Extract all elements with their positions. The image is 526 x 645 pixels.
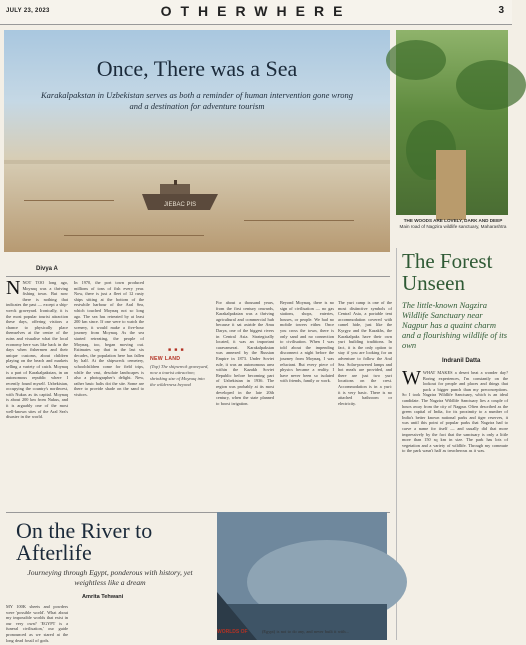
lead-column-4: Beyond Moynaq, there is no sign of civilisation — no gas stations, shops, eateries, houses, or people. We had no mobile towers either. Once you cross the town, there is only sand and no connection to civilisation. When I was told about the impending disconnect a night before the journey from Moynaq, I was reluctant. But every piece of physics became a reality. I have never been so isolated with friends, family or work. xyxy=(280,300,334,384)
section-ornament: ■ ■ ■ xyxy=(168,348,185,353)
foliage-shape xyxy=(386,40,446,80)
page-number: 3 xyxy=(498,5,504,16)
page-header xyxy=(0,0,512,25)
lead-photo-caption xyxy=(150,356,210,388)
lead-headline: Once, There was a Sea xyxy=(96,56,298,81)
side-body-text: WHAT MAKES a desert beat a wonder day? Boring experiences, I'm constantly on the lookout for people and places and things that pack a bigger punch than my preconceptions. So I took Nagzira Wildlife Sanctuary, which is an ideal candidate. The Nagzira Wildlife Sanctuary lies a couple of hours away from the city of Nagpur. Often described as the green capital of India, for its proximity to a number of India's better known national parks and tiger reserves, it was until this point of popular parks that Nagzira had to carve a name for itself — and usually did that more impressively by the fact that the sanctuary is only a little more than 150 sq km in size. The park has lots of vegetation and a variety of wildlife. Through my commute to the park wasn't half as treacherous as it was. xyxy=(402,370,508,454)
foliage-shape xyxy=(456,60,526,110)
forest-caption-head: THE WOODS ARE LOVELY, DARK AND DEEP xyxy=(403,218,503,223)
bottom-body-fragment: (Egypt) is not to do any, and never built it with... xyxy=(262,629,349,634)
bottom-headline: On the River to Afterlife xyxy=(16,518,153,565)
bottom-byline: Amrita Tehwani xyxy=(82,594,124,600)
caption-heading: NEW LAND xyxy=(150,356,181,362)
drop-cap: W xyxy=(402,367,421,389)
lead-column-1 xyxy=(6,277,68,512)
side-byline: Indranil Datta xyxy=(442,358,481,364)
lead-column-5: The yurt camp is one of the most distinctive symbols of Central Asia, a portable tent accommodation covered with camel hide, just like the Kyrgyz and the Kazakhs, the Karakalpaks have their own yurt building traditions. In fact, it is the only option to stay if you are looking for an adventure to follow the Aral Sea. Solar-powered lamps and hot meals are provided, and there are just two yurt locations on the crest. Accommodation is in a yurt: it is very basic. There is no attached bathroom or electricity. xyxy=(338,300,392,406)
egypt-photo-caption: WORLDS OF xyxy=(217,629,248,635)
ground-crack xyxy=(24,200,114,201)
forest-road xyxy=(436,150,466,220)
lead-standfirst: Karakalpakstan in Uzbekistan serves as both a reminder of human intervention gone wrong and a destination for adventure tourism xyxy=(41,90,353,111)
horizon-line xyxy=(4,160,390,164)
bottom-body: MY 100K sheets and powders were 'possible world'. What about my impossible worlds that exist in our very own? 'EGYPT is a funeral civilisation,' our guide pronounced as we stared at the long dead fossil of gods. xyxy=(6,604,68,643)
forest-photo xyxy=(396,30,508,215)
lead-byline: Divya A xyxy=(36,266,58,272)
egypt-photo xyxy=(217,512,387,640)
forest-photo-caption xyxy=(398,218,508,230)
ship-hull-text: JIEBAC PIS xyxy=(163,202,197,208)
shipwreck-illustration xyxy=(138,180,222,214)
hero-photo xyxy=(4,30,390,252)
lead-column-2: In 1970, the port town produced millions of tons of fish every year. Now, there is just a fleet of 12 rusty ships sitting at the bottom of the erstwhile harbour of the Aral Sea, which touched Moynaq not so long ago. The sea has retreated by at least 200 km since. If one were to watch the scenery, it would make a five-hour journey from Moynaq. As the sea started retreating, the people of Moynaq, too, began moving out. Estimates say that in the last six decades, the population here has fallen by half. At the shipwreck cemetery, schoolchildren come for field trips, while the vast, desolate landscapes is also a photographer's delight. New, rather basic halts dot the site. Some are there to provide shade on the sand to visitors. xyxy=(74,280,144,397)
divider xyxy=(6,276,390,277)
masthead: OTHERWHERE xyxy=(160,3,352,19)
egypt-photo-art xyxy=(217,512,387,640)
forest-caption-text: Main road of Nagzira wildlife sanctuary, Maharashtra xyxy=(399,224,507,229)
lead-column-1-text: NOT TOO long ago, Moynaq was a thriving fishing town. But now there is nothing that indicates the past — except a ship-wreck graveyard. Ironically, it is the most popular tourist attraction these days, offering visitors a chance to physically place themselves at the centre of the ruins and visualise what the local economy here was like back in the days when fishermen and their unique customs, about children playing on the beach and markets selling a variety of catch. Moynaq is a part of Karakalpakstan, in an autonomous republic where I recently found myself. Uzbekistan, occupying the country's northwest, with Nukus as its capital. Moynaq is about 200 km from Nukus, and it is arguably one of the most well-known sites of the Aral Sea's disaster in the world. xyxy=(6,280,68,420)
ground-crack xyxy=(244,220,354,221)
caption-text: (Top) The shipwreck graveyard, now a tourist attraction; shrinking size of Moynaq into the wilderness beyond xyxy=(150,364,209,387)
bottom-body-continued xyxy=(74,604,136,640)
side-standfirst: The little-known Nagzira Wildlife Sanctuary near Nagpur has a quaint charm and a flourishing wildlife of its own xyxy=(402,300,508,350)
bottom-standfirst: Journeying through Egypt, ponderous with history, yet weightless like a dream xyxy=(27,568,193,587)
drop-cap: N xyxy=(6,277,21,299)
side-body xyxy=(402,367,508,640)
ground-crack xyxy=(64,235,204,236)
side-headline: The Forest Unseen xyxy=(402,249,493,295)
lead-column-3: For about a thousand years, from the first century onwards, Karakalpakstan was a thriving agricultural and commercial hub because it sat astride the Amu Darya, one of the biggest rivers in Central Asia. Strategically located, it was an important caravanserai. Karakalpakstan was annexed by the Russian Empire in 1873. Under Soviet rule, it was an autonomous area within the Kazakh Soviet Republic before becoming part of Uzbekistan in 1936. The region was probably at its most developed in the late 20th century, when the state planned to boost irrigation. xyxy=(216,300,274,406)
issue-date: JULY 23, 2023 xyxy=(6,8,50,14)
